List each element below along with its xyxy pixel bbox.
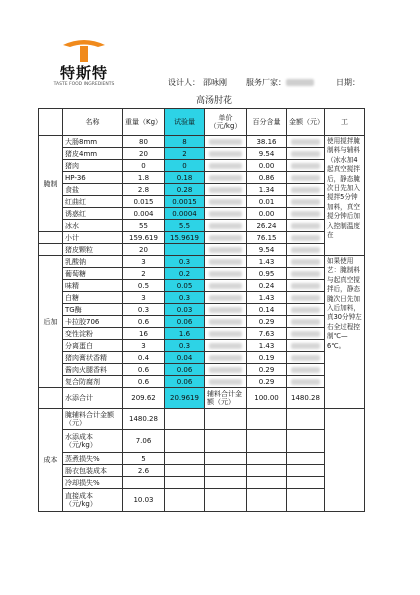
col-unit-price: 单价（元/kg） <box>205 109 247 136</box>
trial-cell: 0.28 <box>165 184 205 196</box>
blank-cell <box>39 232 63 244</box>
redacted-value <box>291 223 320 229</box>
empty-cell <box>247 409 287 430</box>
cost-row <box>39 409 365 430</box>
empty-cell <box>325 409 365 512</box>
percent-cell: 0.00 <box>247 160 287 172</box>
cost-row <box>39 489 365 512</box>
date-label: 日期： <box>336 78 360 87</box>
ingredient-name: 猪皮4mm <box>63 148 123 160</box>
ingredient-name: 酱肉火腿香料 <box>63 364 123 376</box>
blank-cell <box>39 244 63 256</box>
cost-row <box>39 465 365 477</box>
unit-price-cell <box>205 160 247 172</box>
unit-price-cell <box>205 232 247 244</box>
redacted-value <box>291 343 320 349</box>
ingredient-name: TG酶 <box>63 304 123 316</box>
empty-cell <box>287 489 325 512</box>
redacted-value <box>209 151 242 157</box>
weight-cell: 20 <box>123 244 165 256</box>
amount-cell <box>287 340 325 352</box>
table-row <box>39 352 365 364</box>
amount-cell <box>287 172 325 184</box>
ingredient-name: 猪皮颗粒 <box>63 244 123 256</box>
redacted-value <box>209 367 242 373</box>
process-notes-bottom: 如果使用艺：腌制料与起真空搅拌后，静态腌次日先加入后加料，真30分钟左右全过程控制℃—6℃。 <box>325 256 365 409</box>
table-row <box>39 196 365 208</box>
empty-cell <box>165 477 205 489</box>
logo-subtitle: TASTE FOOD INGREDIENTS <box>53 82 115 87</box>
redacted-value <box>291 175 320 181</box>
weight-cell: 16 <box>123 328 165 340</box>
unit-price-cell <box>205 340 247 352</box>
ingredient-name: 变性淀粉 <box>63 328 123 340</box>
redacted-value <box>209 343 242 349</box>
weight-cell: 3 <box>123 340 165 352</box>
redacted-value <box>209 223 242 229</box>
group-cost: 成本 <box>39 409 63 512</box>
empty-cell <box>247 453 287 465</box>
cost-label: 蒸煮损失% <box>63 453 123 465</box>
table-row <box>39 328 365 340</box>
weight-cell: 3 <box>123 292 165 304</box>
table-row <box>39 208 365 220</box>
cost-value <box>123 477 165 489</box>
redacted-value <box>291 235 320 241</box>
unit-price-cell <box>205 184 247 196</box>
empty-cell <box>205 477 247 489</box>
ingredient-name: 红曲红 <box>63 196 123 208</box>
unit-price-cell <box>205 364 247 376</box>
weight-cell: 0.015 <box>123 196 165 208</box>
trial-cell: 0.06 <box>165 316 205 328</box>
trial-cell: 1.6 <box>165 328 205 340</box>
cost-label: 腌辅料合计金额（元） <box>63 409 123 430</box>
redacted-value <box>291 319 320 325</box>
table-row <box>39 136 365 148</box>
empty-cell <box>165 430 205 453</box>
ingredient-name: 味精 <box>63 280 123 292</box>
unit-price-cell <box>205 148 247 160</box>
amount-cell <box>287 292 325 304</box>
unit-price-cell <box>205 352 247 364</box>
amount-cell <box>287 232 325 244</box>
col-process: 工 <box>325 109 365 136</box>
table-row <box>39 256 365 268</box>
weight-cell: 80 <box>123 136 165 148</box>
empty-cell <box>205 465 247 477</box>
unit-price-cell <box>205 376 247 388</box>
weight-cell: 0.4 <box>123 352 165 364</box>
unit-price-cell <box>205 172 247 184</box>
amount-cell <box>287 304 325 316</box>
ingredient-name: 葡萄糖 <box>63 268 123 280</box>
redacted-value <box>209 235 242 241</box>
empty-cell <box>247 465 287 477</box>
empty-cell <box>287 465 325 477</box>
empty-cell <box>287 409 325 430</box>
trial-cell: 0.05 <box>165 280 205 292</box>
trial-cell: 2 <box>165 148 205 160</box>
cost-value: 7.06 <box>123 430 165 453</box>
trial-cell: 0.04 <box>165 352 205 364</box>
unit-price-cell <box>205 220 247 232</box>
redacted-value <box>291 151 320 157</box>
ingredient-name: 猪肉 <box>63 160 123 172</box>
weight-cell: 1.8 <box>123 172 165 184</box>
sheet-title: 高汤肘花 <box>196 96 233 106</box>
cost-value: 2.6 <box>123 465 165 477</box>
ingredient-name: 冰水 <box>63 220 123 232</box>
trial-cell: 0.06 <box>165 364 205 376</box>
table-row <box>39 160 365 172</box>
percent-cell: 0.01 <box>247 196 287 208</box>
redacted-value <box>209 295 242 301</box>
amount-cell <box>287 220 325 232</box>
table-header-row <box>39 109 365 136</box>
ingredient-name: 食盐 <box>63 184 123 196</box>
redacted-value <box>209 355 242 361</box>
amount-cell <box>287 376 325 388</box>
redacted-value <box>209 175 242 181</box>
percent-cell: 0.24 <box>247 280 287 292</box>
percent-cell: 1.43 <box>247 256 287 268</box>
aux-total-label: 辅料合计金额（元） <box>205 388 247 409</box>
empty-cell <box>165 453 205 465</box>
unit-price-cell <box>205 316 247 328</box>
redacted-value <box>209 379 242 385</box>
redacted-value <box>291 163 320 169</box>
percent-cell: 26.24 <box>247 220 287 232</box>
col-name: 名称 <box>63 109 123 136</box>
company-logo <box>44 38 124 96</box>
percent-cell: 0.29 <box>247 316 287 328</box>
redacted-value <box>291 283 320 289</box>
total-trial: 20.9619 <box>165 388 205 409</box>
table-row <box>39 304 365 316</box>
redacted-value <box>291 331 320 337</box>
redacted-value <box>291 199 320 205</box>
unit-price-cell <box>205 268 247 280</box>
percent-cell: 0.00 <box>247 208 287 220</box>
redacted-value <box>291 187 320 193</box>
percent-cell: 0.86 <box>247 172 287 184</box>
redacted-value <box>209 319 242 325</box>
group-after-add: 后加 <box>39 256 63 388</box>
table-row <box>39 268 365 280</box>
weight-cell: 2.8 <box>123 184 165 196</box>
redacted-value <box>291 139 320 145</box>
amount-cell <box>287 256 325 268</box>
trial-cell: 15.9619 <box>165 232 205 244</box>
amount-cell <box>287 352 325 364</box>
weight-cell: 0 <box>123 160 165 172</box>
table-row <box>39 172 365 184</box>
cost-label: 冷却损失% <box>63 477 123 489</box>
table-row <box>39 316 365 328</box>
weight-cell: 0.3 <box>123 304 165 316</box>
weight-cell: 0.6 <box>123 316 165 328</box>
table-row <box>39 364 365 376</box>
redacted-value <box>209 139 242 145</box>
cost-row <box>39 430 365 453</box>
percent-cell: 0.29 <box>247 376 287 388</box>
cost-value: 5 <box>123 453 165 465</box>
empty-cell <box>287 453 325 465</box>
subtotal-label: 小计 <box>63 232 123 244</box>
redacted-value <box>209 247 242 253</box>
amount-cell <box>287 316 325 328</box>
weight-cell: 20 <box>123 148 165 160</box>
cost-row <box>39 477 365 489</box>
designer-name: 邵咏刚 <box>203 78 227 87</box>
weight-cell: 0.6 <box>123 364 165 376</box>
total-row <box>39 388 365 409</box>
amount-cell <box>287 196 325 208</box>
group-marinate: 腌制 <box>39 136 63 232</box>
redacted-value <box>291 307 320 313</box>
ingredient-name: 诱惑红 <box>63 208 123 220</box>
cost-row <box>39 453 365 465</box>
cost-label: 水添成本（元/kg） <box>63 430 123 453</box>
total-weight: 209.62 <box>123 388 165 409</box>
amount-cell <box>287 208 325 220</box>
unit-price-cell <box>205 256 247 268</box>
trial-cell: 0.03 <box>165 304 205 316</box>
redacted-value <box>209 331 242 337</box>
amount-cell <box>287 160 325 172</box>
amount-cell <box>287 136 325 148</box>
client-name-redacted <box>286 79 314 88</box>
cost-value: 1480.28 <box>123 409 165 430</box>
amount-cell <box>287 268 325 280</box>
trial-cell: 0.3 <box>165 340 205 352</box>
ingredient-name: 白糖 <box>63 292 123 304</box>
empty-cell <box>247 489 287 512</box>
percent-cell: 0.19 <box>247 352 287 364</box>
weight-cell: 55 <box>123 220 165 232</box>
empty-cell <box>205 430 247 453</box>
amount-cell <box>287 184 325 196</box>
redacted-value <box>291 271 320 277</box>
col-weight: 重量（Kg） <box>123 109 165 136</box>
empty-cell <box>247 477 287 489</box>
table-row <box>39 220 365 232</box>
redacted-value <box>209 307 242 313</box>
percent-cell: 7.63 <box>247 328 287 340</box>
weight-cell: 2 <box>123 268 165 280</box>
percent-cell: 76.15 <box>247 232 287 244</box>
percent-cell: 1.43 <box>247 340 287 352</box>
table-row <box>39 376 365 388</box>
col-amount: 金额（元） <box>287 109 325 136</box>
ingredient-name: HP-36 <box>63 172 123 184</box>
table-row <box>39 184 365 196</box>
empty-cell <box>247 430 287 453</box>
redacted-value <box>209 187 242 193</box>
unit-price-cell <box>205 280 247 292</box>
redacted-value <box>291 367 320 373</box>
unit-price-cell <box>205 292 247 304</box>
trial-cell: 0 <box>165 160 205 172</box>
total-amount: 1480.28 <box>287 388 325 409</box>
cost-label: 直接成本（元/kg） <box>63 489 123 512</box>
formula-table <box>38 108 365 512</box>
amount-cell <box>287 364 325 376</box>
percent-cell: 9.54 <box>247 244 287 256</box>
table-row <box>39 280 365 292</box>
subtotal-row <box>39 232 365 244</box>
designer-label: 设计人： <box>168 78 200 87</box>
redacted-value <box>209 163 242 169</box>
ingredient-name: 卡拉胶706 <box>63 316 123 328</box>
redacted-value <box>291 295 320 301</box>
empty-cell <box>165 409 205 430</box>
weight-cell: 0.004 <box>123 208 165 220</box>
trial-cell: 0.18 <box>165 172 205 184</box>
trial-cell: 0.0004 <box>165 208 205 220</box>
cost-value: 10.03 <box>123 489 165 512</box>
trial-cell: 8 <box>165 136 205 148</box>
redacted-value <box>291 379 320 385</box>
trial-cell <box>165 244 205 256</box>
logo-name: 特斯特 <box>59 64 108 82</box>
empty-cell <box>205 489 247 512</box>
ingredient-name: 大肠8mm <box>63 136 123 148</box>
empty-cell <box>287 430 325 453</box>
table-row <box>39 292 365 304</box>
percent-cell: 1.43 <box>247 292 287 304</box>
empty-cell <box>165 489 205 512</box>
empty-cell <box>287 477 325 489</box>
amount-cell <box>287 328 325 340</box>
redacted-value <box>291 355 320 361</box>
cost-label: 肠衣包装成本 <box>63 465 123 477</box>
trial-cell: 0.2 <box>165 268 205 280</box>
amount-cell <box>287 148 325 160</box>
amount-cell <box>287 244 325 256</box>
col-trial: 试验量 <box>165 109 205 136</box>
percent-cell: 0.29 <box>247 364 287 376</box>
weight-cell: 0.6 <box>123 376 165 388</box>
total-label: 水添合计 <box>63 388 123 409</box>
table-row <box>39 244 365 256</box>
unit-price-cell <box>205 136 247 148</box>
percent-cell: 0.95 <box>247 268 287 280</box>
amount-cell <box>287 280 325 292</box>
percent-cell: 1.34 <box>247 184 287 196</box>
percent-cell: 0.14 <box>247 304 287 316</box>
logo-mark-icon <box>60 38 108 62</box>
redacted-value <box>209 271 242 277</box>
weight-cell: 3 <box>123 256 165 268</box>
trial-cell: 0.06 <box>165 376 205 388</box>
process-notes-top: 使用搅拌腌制料与辅料（冰水加4起真空搅拌后，静态腌次日先加入搅拌5分钟加料，真空搅分钟后加入控制温度在 <box>325 136 365 256</box>
empty-cell <box>205 453 247 465</box>
ingredient-name: 分离蛋白 <box>63 340 123 352</box>
ingredient-name: 猪肉膏状香精 <box>63 352 123 364</box>
redacted-value <box>209 199 242 205</box>
unit-price-cell <box>205 208 247 220</box>
redacted-value <box>291 211 320 217</box>
trial-cell: 0.3 <box>165 292 205 304</box>
ingredient-name: 复合防腐剂 <box>63 376 123 388</box>
table-row <box>39 148 365 160</box>
weight-cell: 0.5 <box>123 280 165 292</box>
redacted-value <box>209 211 242 217</box>
trial-cell: 0.3 <box>165 256 205 268</box>
unit-price-cell <box>205 304 247 316</box>
unit-price-cell <box>205 196 247 208</box>
blank-cell <box>39 388 63 409</box>
unit-price-cell <box>205 328 247 340</box>
table-row <box>39 340 365 352</box>
unit-price-cell <box>205 244 247 256</box>
redacted-value <box>291 259 320 265</box>
empty-cell <box>205 409 247 430</box>
trial-cell: 5.5 <box>165 220 205 232</box>
col-percent: 百分含量 <box>247 109 287 136</box>
redacted-value <box>209 259 242 265</box>
redacted-value <box>209 283 242 289</box>
total-percent: 100.00 <box>247 388 287 409</box>
client-label: 服务厂家： <box>246 78 286 87</box>
weight-cell: 159.619 <box>123 232 165 244</box>
redacted-value <box>291 247 320 253</box>
percent-cell: 38.16 <box>247 136 287 148</box>
corner-cell <box>39 109 63 136</box>
ingredient-name: 乳酸钠 <box>63 256 123 268</box>
percent-cell: 9.54 <box>247 148 287 160</box>
trial-cell: 0.0015 <box>165 196 205 208</box>
empty-cell <box>165 465 205 477</box>
